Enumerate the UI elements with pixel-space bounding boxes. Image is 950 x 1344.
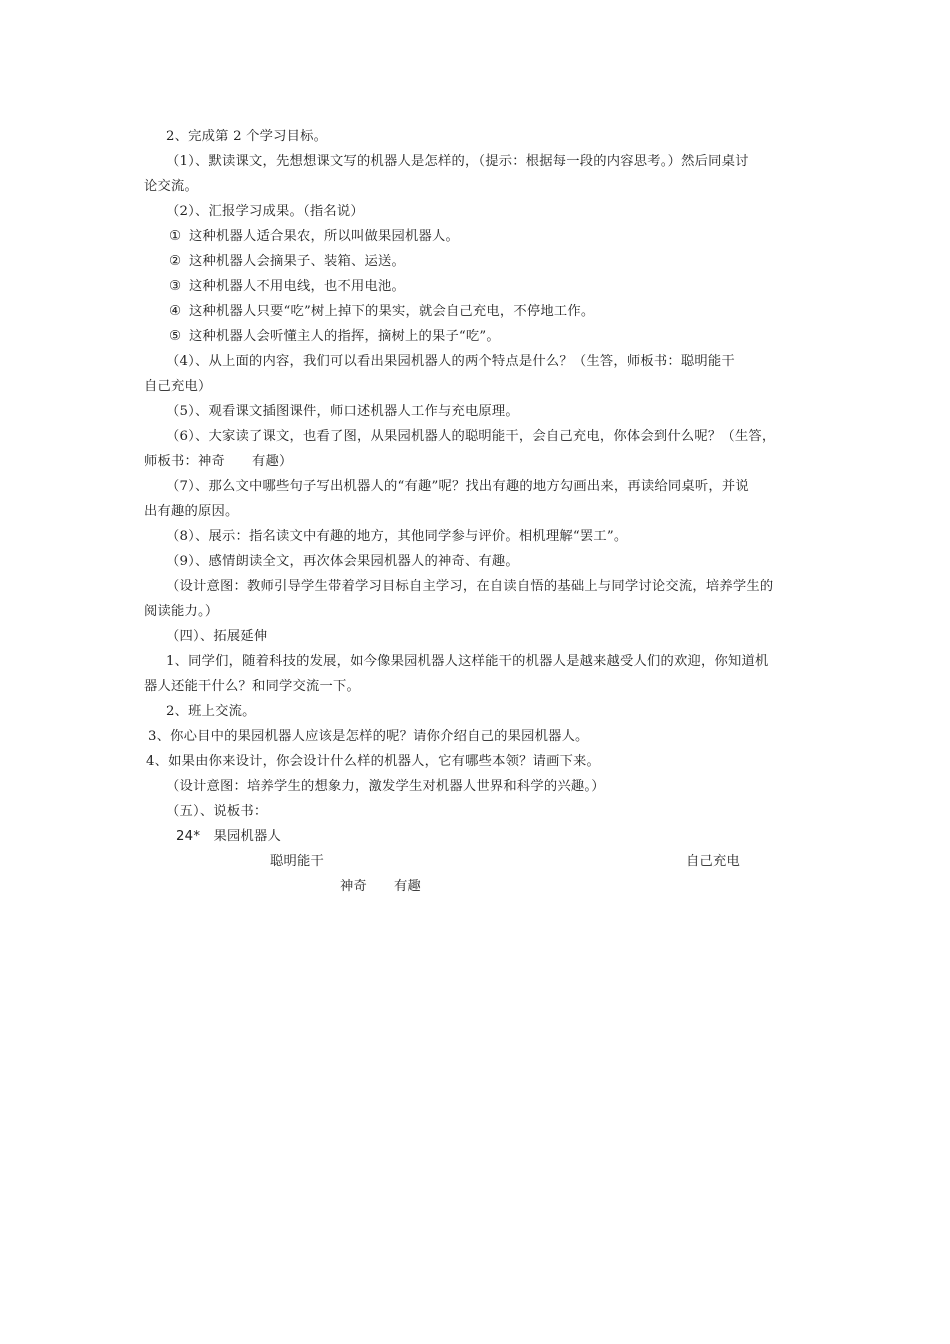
board-title-text: 果园机器人 xyxy=(213,829,281,844)
design-intent-1-line-1: （设计意图：教师引导学生带着学习目标自主学习，在自读自悟的基础上与同学讨论交流，培养学生的 xyxy=(166,579,774,594)
section-4-heading: （四）、拓展延伸 xyxy=(166,629,268,644)
list-item-text: 这种机器人会摘果子、装箱、运送。 xyxy=(189,254,405,269)
list-item xyxy=(169,303,594,321)
board-right-feature: 自己充电 xyxy=(686,854,740,869)
paragraph-1-line-2: 论交流。 xyxy=(144,179,198,194)
list-item-text: 这种机器人会听懂主人的指挥，摘树上的果子“吃”。 xyxy=(189,329,500,344)
list-item xyxy=(169,278,405,296)
extension-item-2: 2、班上交流。 xyxy=(166,704,256,719)
paragraph-8: （8）、展示：指名读文中有趣的地方，其他同学参与评价。相机理解“罢工”。 xyxy=(166,529,628,544)
board-title xyxy=(176,828,281,846)
extension-item-1-line-2: 器人还能干什么？和同学交流一下。 xyxy=(144,679,360,694)
section-2-title: 2、完成第 2 个学习目标。 xyxy=(166,129,328,144)
paragraph-6-line-2: 师板书：神奇 有趣） xyxy=(144,454,293,469)
board-bottom-words: 神奇 有趣 xyxy=(340,879,421,894)
list-item-text: 这种机器人适合果农，所以叫做果园机器人。 xyxy=(189,229,459,244)
extension-item-3: 3、你心目中的果园机器人应该是怎样的呢？请你介绍自己的果园机器人。 xyxy=(148,729,589,744)
circled-number: ① xyxy=(169,229,182,244)
board-left-feature: 聪明能干 xyxy=(270,854,324,869)
circled-number: ⑤ xyxy=(169,329,182,344)
design-intent-2: （设计意图：培养学生的想象力，激发学生对机器人世界和科学的兴趣。） xyxy=(166,779,605,794)
paragraph-7-line-2: 出有趣的原因。 xyxy=(144,504,239,519)
list-item xyxy=(169,253,405,271)
paragraph-7-line-1: （7）、那么文中哪些句子写出机器人的“有趣”呢？找出有趣的地方勾画出来，再读给同桌听，并说 xyxy=(166,479,749,494)
circled-number: ④ xyxy=(169,304,182,319)
paragraph-9: （9）、感情朗读全文，再次体会果园机器人的神奇、有趣。 xyxy=(166,554,519,569)
list-item xyxy=(169,228,459,246)
extension-item-4: 4、如果由你来设计，你会设计什么样的机器人，它有哪些本领？请画下来。 xyxy=(146,754,601,769)
paragraph-1-line-1: （1）、默读课文，先想想课文写的机器人是怎样的，（提示：根据每一段的内容思考。）然后同桌讨 xyxy=(166,154,749,169)
list-item xyxy=(169,328,500,346)
list-item-text: 这种机器人不用电线，也不用电池。 xyxy=(189,279,405,294)
paragraph-2: （2）、汇报学习成果。（指名说） xyxy=(166,204,364,219)
paragraph-6-line-1: （6）、大家读了课文，也看了图，从果园机器人的聪明能干，会自己充电，你体会到什么呢？（生答， xyxy=(166,429,776,444)
circled-number: ③ xyxy=(169,279,182,294)
board-title-number: 24* xyxy=(176,829,201,844)
extension-item-1-line-1: 1、同学们，随着科技的发展，如今像果园机器人这样能干的机器人是越来越受人们的欢迎，你知道机 xyxy=(166,654,769,669)
circled-number: ② xyxy=(169,254,182,269)
paragraph-4-line-2: 自己充电） xyxy=(144,379,212,394)
design-intent-1-line-2: 阅读能力。） xyxy=(144,604,219,619)
paragraph-5: （5）、观看课文插图课件，师口述机器人工作与充电原理。 xyxy=(166,404,519,419)
paragraph-4-line-1: （4）、从上面的内容，我们可以看出果园机器人的两个特点是什么？（生答，师板书：聪明能干 xyxy=(166,354,735,369)
list-item-text: 这种机器人只要“吃”树上掉下的果实，就会自己充电，不停地工作。 xyxy=(189,304,595,319)
section-5-heading: （五）、说板书： xyxy=(166,804,268,819)
